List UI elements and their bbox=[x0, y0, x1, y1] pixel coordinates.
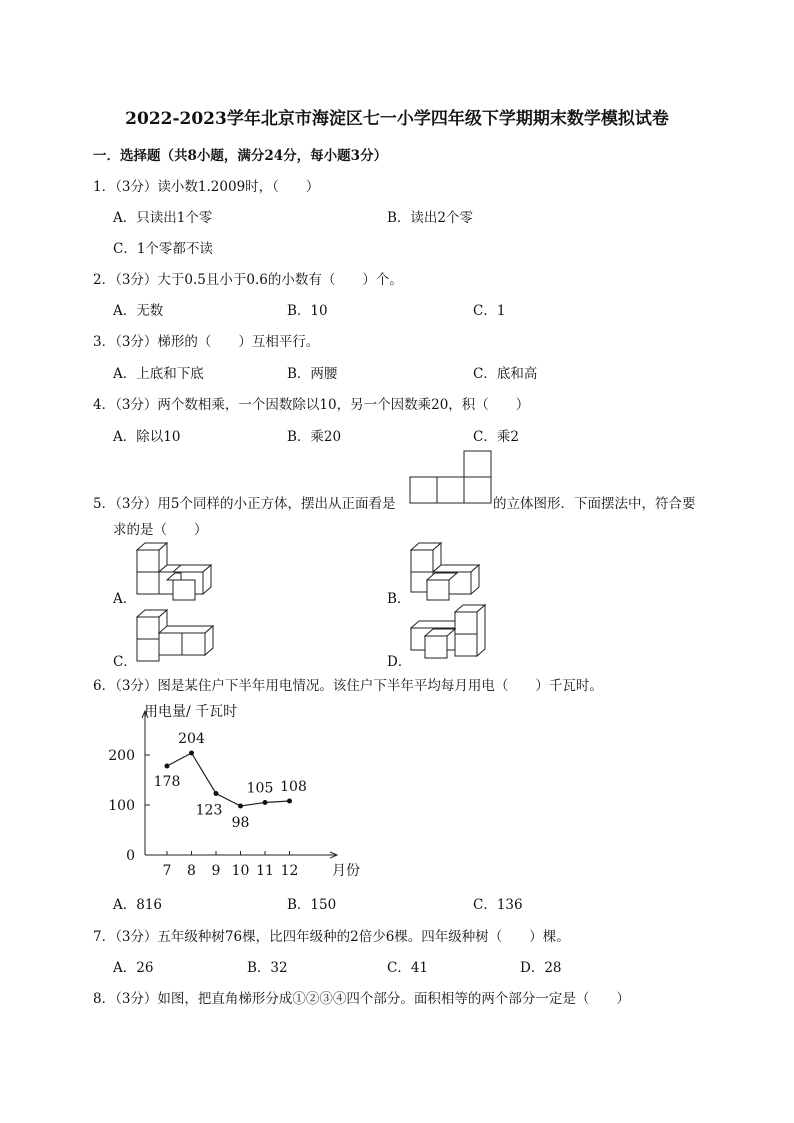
question-1-option-c: C．1个零都不读 bbox=[113, 241, 213, 257]
question-5-option-d: D． bbox=[387, 654, 412, 670]
data-point bbox=[263, 800, 268, 805]
data-label: 123 bbox=[195, 802, 223, 819]
y-tick-label: 0 bbox=[126, 848, 135, 864]
question-5-stem-line2: 求的是（ ） bbox=[113, 522, 208, 538]
question-5-stem-part1: 5．（3分）用5个同样的小正方体，摆出从正面看是 bbox=[93, 496, 396, 512]
question-3-option-b: B．两腰 bbox=[287, 366, 338, 382]
y-axis-label: 用电量/ 千瓦时 bbox=[144, 704, 238, 720]
question-2-option-c: C．1 bbox=[473, 303, 506, 319]
x-tick-label: 10 bbox=[231, 863, 250, 879]
question-6-option-a: A．816 bbox=[113, 897, 163, 913]
question-2-option-a: A．无数 bbox=[113, 303, 164, 319]
question-3-option-a: A．上底和下底 bbox=[113, 366, 204, 382]
section-heading: 一．选择题（共8小题，满分24分，每小题3分） bbox=[93, 148, 388, 164]
question-7-option-d: D．28 bbox=[520, 960, 562, 976]
question-4-option-c: C．乘2 bbox=[473, 429, 519, 445]
x-tick-label: 7 bbox=[162, 863, 172, 879]
data-label: 178 bbox=[153, 774, 181, 790]
data-label: 98 bbox=[231, 815, 250, 831]
question-8-stem: 8．（3分）如图，把直角梯形分成①②③④四个部分。面积相等的两个部分一定是（ ） bbox=[93, 991, 630, 1007]
question-5-option-c: C． bbox=[113, 654, 137, 670]
question-5-option-a: A． bbox=[113, 591, 137, 607]
data-point bbox=[287, 799, 292, 804]
question-7-option-b: B．32 bbox=[247, 960, 288, 976]
data-point bbox=[189, 751, 194, 756]
question-4-stem: 4．（3分）两个数相乘，一个因数除以10，另一个因数乘20，积（ ） bbox=[93, 397, 530, 413]
option-b-cubes bbox=[409, 540, 485, 602]
option-a-cubes bbox=[135, 540, 215, 602]
question-6-stem: 6．（3分）图是某住户下半年用电情况。该住户下半年平均每月用电（ ）千瓦时。 bbox=[93, 678, 603, 694]
question-6-option-c: C．136 bbox=[473, 897, 523, 913]
question-1-option-b: B．读出2个零 bbox=[387, 210, 474, 226]
question-2-option-b: B．10 bbox=[287, 303, 328, 319]
option-d-cubes bbox=[409, 600, 489, 664]
y-tick-label: 200 bbox=[108, 748, 135, 764]
question-6-option-b: B．150 bbox=[287, 897, 337, 913]
x-tick-label: 8 bbox=[187, 863, 196, 879]
data-label: 108 bbox=[280, 779, 307, 795]
question-7-option-c: C．41 bbox=[387, 960, 429, 976]
electricity-line-chart bbox=[110, 700, 380, 885]
question-2-stem: 2．（3分）大于0.5且小于0.6的小数有（ ）个。 bbox=[93, 272, 403, 288]
data-point bbox=[214, 791, 219, 796]
question-5-option-b: B． bbox=[387, 591, 411, 607]
data-label: 204 bbox=[178, 731, 205, 747]
data-label: 105 bbox=[246, 780, 274, 797]
question-1-stem: 1．（3分）读小数1.2009时，（ ） bbox=[93, 179, 320, 195]
question-7-stem: 7．（3分）五年级种树76棵，比四年级种的2倍少6棵。四年级种树（ ）棵。 bbox=[93, 929, 570, 945]
x-axis-label: 月份 bbox=[332, 863, 360, 879]
question-3-option-c: C．底和高 bbox=[473, 366, 538, 382]
x-tick-label: 11 bbox=[256, 863, 274, 879]
exam-title: 2022-2023学年北京市海淀区七一小学四年级下学期期末数学模拟试卷 bbox=[125, 109, 669, 129]
question-4-option-a: A．除以10 bbox=[113, 429, 181, 445]
data-point bbox=[165, 764, 170, 769]
question-1-option-a: A．只读出1个零 bbox=[113, 210, 213, 226]
usage-series-line bbox=[167, 753, 290, 806]
front-view-figure bbox=[409, 449, 493, 505]
question-7-option-a: A．26 bbox=[113, 960, 154, 976]
data-point bbox=[238, 804, 243, 809]
question-3-stem: 3．（3分）梯形的（ ）互相平行。 bbox=[93, 334, 320, 350]
question-5-stem-part2: 的立体图形．下面摆法中，符合要 bbox=[493, 496, 696, 512]
x-tick-label: 12 bbox=[280, 863, 299, 879]
question-4-option-b: B．乘20 bbox=[287, 429, 342, 445]
x-tick-label: 9 bbox=[211, 863, 221, 879]
y-tick-label: 100 bbox=[108, 798, 135, 814]
option-c-cubes bbox=[135, 607, 215, 663]
